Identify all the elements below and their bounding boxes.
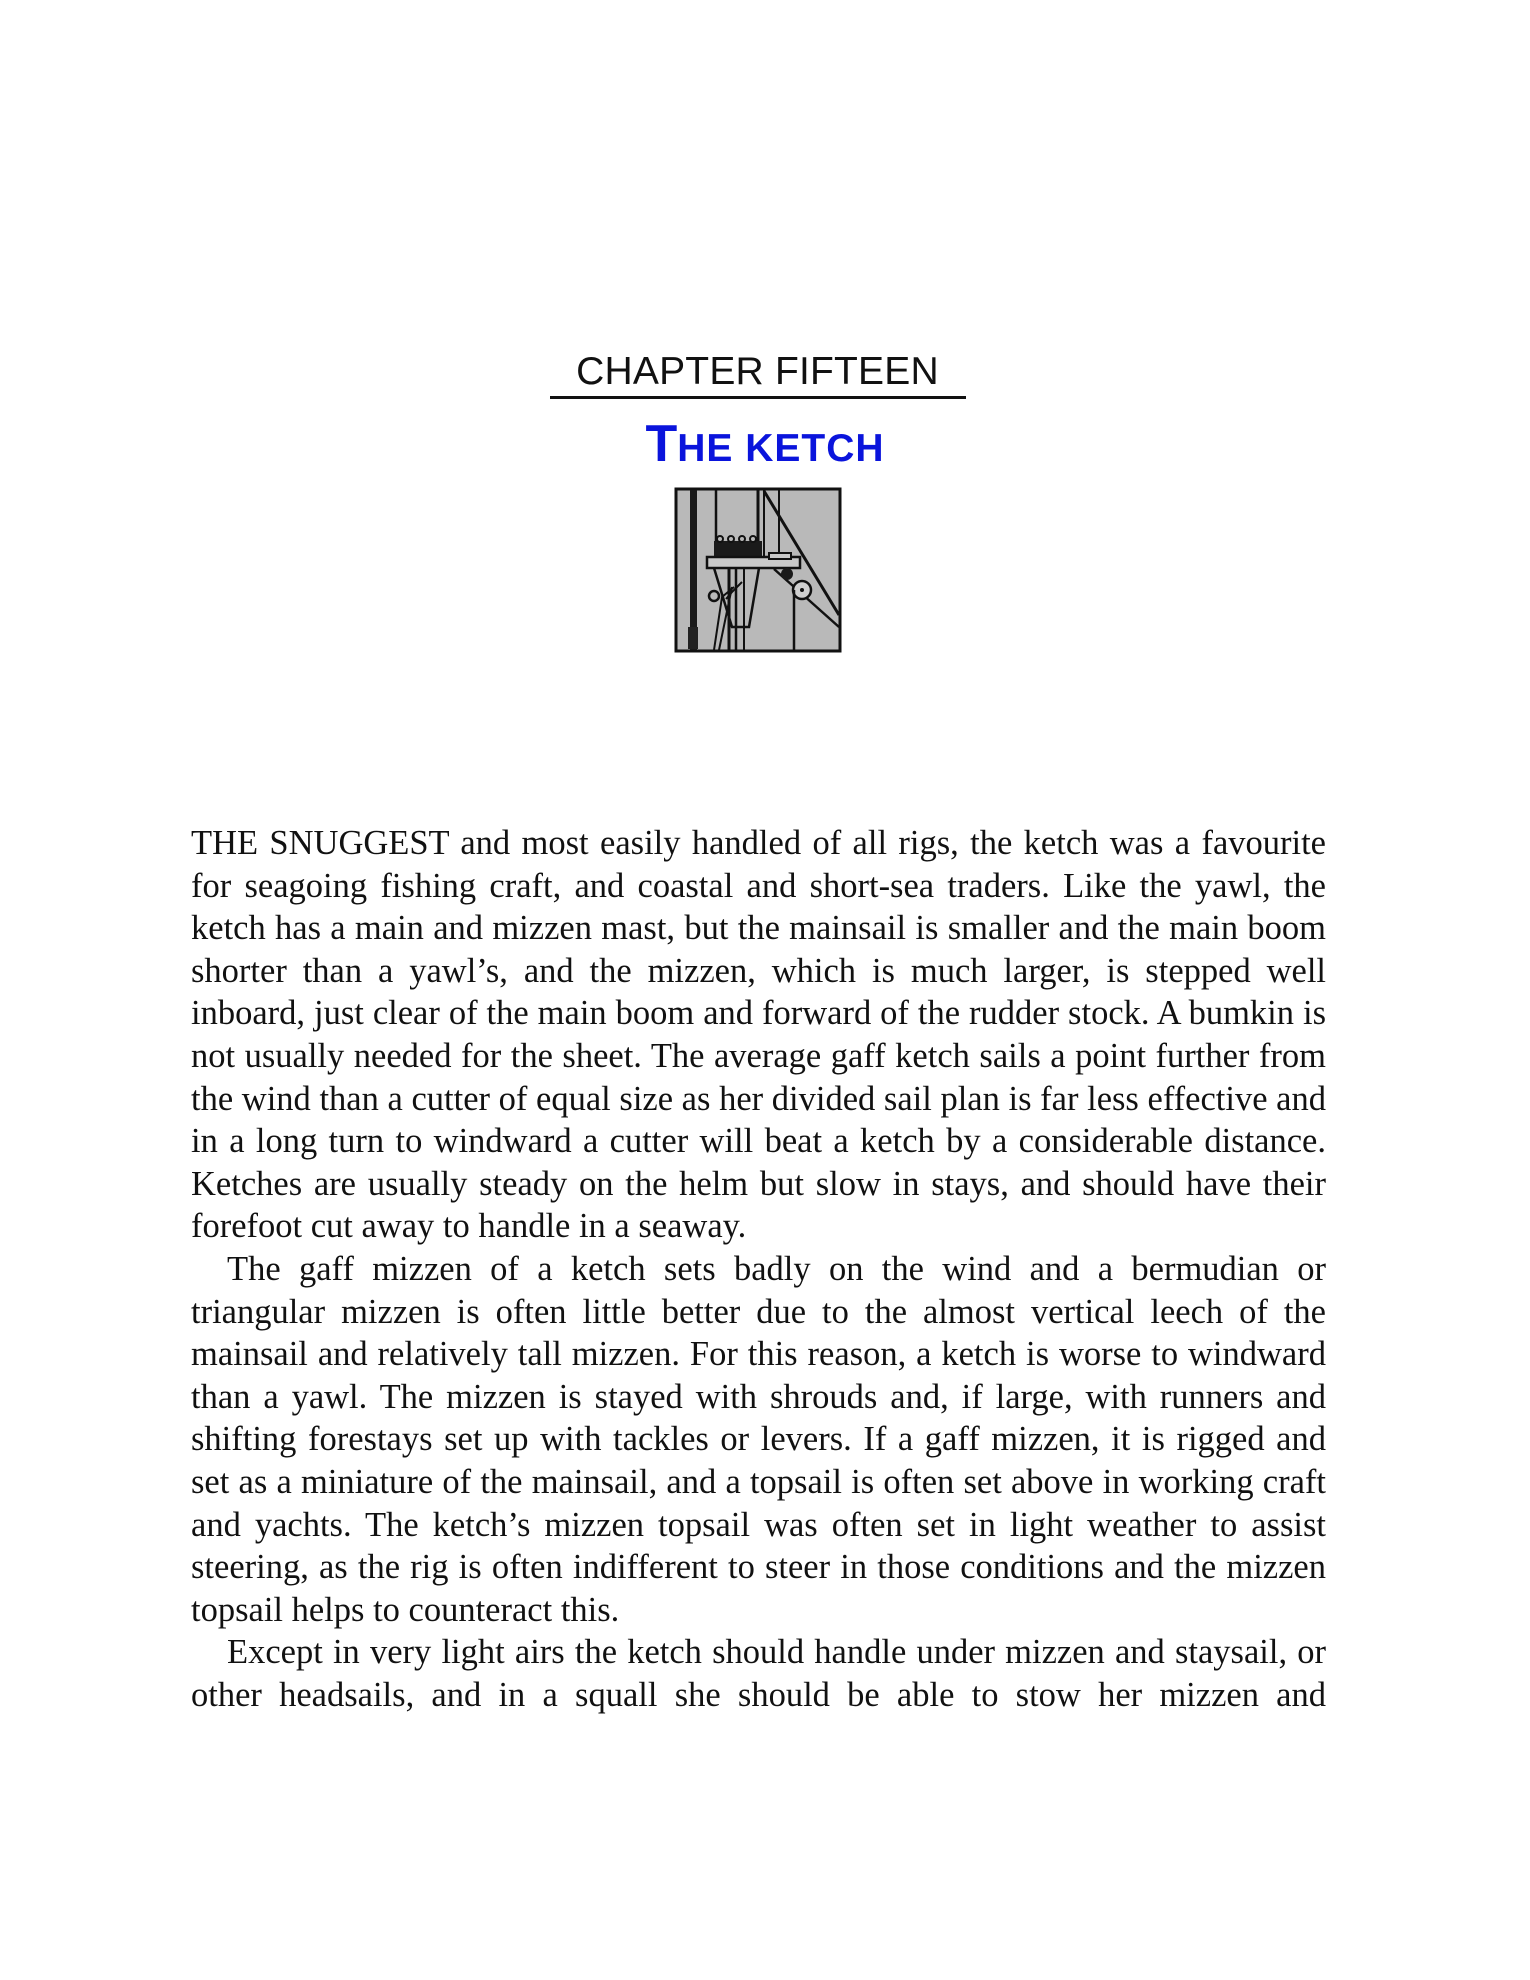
ketch-rigging-illustration-icon — [674, 487, 843, 653]
paragraph: Except in very light airs the ketch should handle under mizzen and staysail, or other headsails, and in a squall she should be able to stow her mizzen and — [191, 1633, 1326, 1714]
paragraph: The gaff mizzen of a ketch sets badly on the wind and a bermudian or triangular mizzen is often little better due to the almost vertical leech of the mainsail and relatively tall mizzen. For this reason, a ketch is worse to windward than a yawl. The mizzen is stayed with shrouds and, if large, with runners and shifting forestays set up with tackles or levers. If a gaff mizzen, it is rigged and set as a miniature of the mainsail, and a topsail is often set above in working craft and yachts. The ketch’s mizzen topsail was often set in light weather to assist steering, as the rig is often indifferent to steer in those conditions and the mizzen topsail helps to counteract this. — [191, 1249, 1326, 1629]
paragraph: THE SNUGGEST and most easily handled of all rigs, the ketch was a favourite for seagoing fishing craft, and coastal and short-sea traders. Like the yawl, the ketch has a main and mizzen mast, but the mainsail is smaller and the main boom shorter than a yawl’s, and the mizzen, which is much larger, is stepped well inboard, just clear of the main boom and forward of the rudder stock. A bumkin is not usually needed for the sheet. The average gaff ketch sails a point further from the wind than a cutter of equal size as her divided sail plan is far less effective and in a long turn to windward a cutter will beat a ketch by a considerable distance. Ketches are usually steady on the helm but slow in stays, and should have their forefoot cut away to handle in a seaway. — [191, 824, 1326, 1246]
chapter-title — [540, 414, 990, 487]
body-text — [191, 822, 1326, 1716]
chapter-title-initial: T — [645, 415, 678, 473]
chapter-underline — [550, 396, 966, 399]
chapter-title-rest: HE KETCH — [677, 427, 885, 470]
chapter-label: CHAPTER FIFTEEN — [576, 350, 939, 393]
